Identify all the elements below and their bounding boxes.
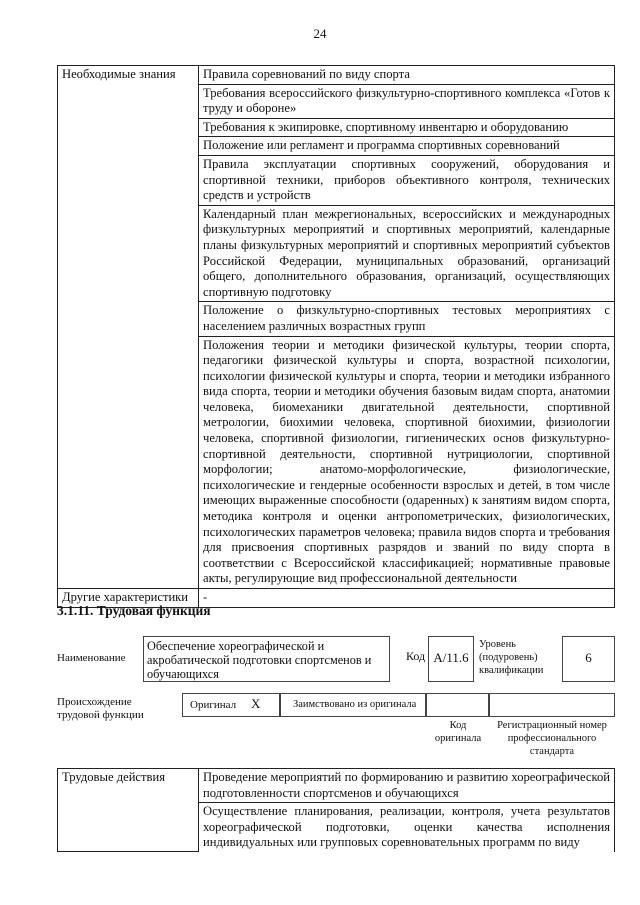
actions-label: Трудовые действия <box>58 769 199 852</box>
code-original-caption: Код оригинала <box>434 720 482 744</box>
original-label: Оригинал <box>190 699 237 711</box>
other-characteristics-value: - <box>199 589 615 608</box>
origin-label: Происхождение трудовой функции <box>57 696 144 721</box>
table-row <box>58 66 615 85</box>
borrowed-label: Заимствовано из оригинала <box>293 699 417 710</box>
level-label: Уровень (подуровень) квалификации <box>479 639 544 676</box>
knowledge-item: Требования к экипировке, спортивному инвентарю и оборудованию <box>199 118 615 137</box>
function-name-value: Обеспечение хореографической и акробатической подготовки спортсменов и обучающихся <box>143 636 390 682</box>
page-number: 24 <box>313 26 327 41</box>
code-label: Код <box>406 649 426 663</box>
reg-number-caption: Регистрационный номер профессионального стандарта <box>497 720 607 757</box>
knowledge-table <box>57 65 615 608</box>
other-characteristics-label: Другие характеристики <box>58 589 199 608</box>
level-value: 6 <box>562 636 615 682</box>
knowledge-item: Правила эксплуатации спортивных сооружений, оборудования и спортивной техники, приборов объективного контроля, технических средств и устройств <box>199 155 615 205</box>
knowledge-label: Необходимые знания <box>58 66 199 589</box>
knowledge-item: Положение или регламент и программа спортивных соревнований <box>199 137 615 156</box>
action-item: Проведение мероприятий по формированию и развитию хореографической подготовленности спортсменов и обучающихся <box>199 769 615 803</box>
knowledge-item: Правила соревнований по виду спорта <box>199 66 615 85</box>
reg-number-cell <box>489 693 615 717</box>
actions-table <box>57 768 615 852</box>
knowledge-item: Положение о физкультурно-спортивных тестовых мероприятиях с населением различных возрастных групп <box>199 302 615 336</box>
name-label: Наименование <box>57 652 126 664</box>
action-item: Осуществление планирования, реализации, контроля, учета результатов хореографической подготовки, оценки качества исполнения индивидуальных или групповых соревновательных программ по виду <box>199 803 615 852</box>
knowledge-item: Требования всероссийского физкультурно-спортивного комплекса «Готов к труду и обороне» <box>199 84 615 118</box>
original-mark: X <box>251 696 261 711</box>
code-original-cell <box>426 693 489 717</box>
table-row <box>58 769 615 803</box>
knowledge-item: Календарный план межрегиональных, всероссийских и международных физкультурных мероприятий и спортивных мероприятий, календарные планы физкультурных мероприятий и спортивных мероприятий субъектов Российской Федерации, муниципальных образований, организаций общего, дополнительного образования, организаций, осуществляющих спортивную подготовку <box>199 205 615 302</box>
section-title: 3.1.11. Трудовая функция <box>57 603 211 618</box>
code-value: A/11.6 <box>428 636 474 682</box>
knowledge-item: Положения теории и методики физической культуры, теории спорта, педагогики физической культуры и спорта, возрастной психологии, психологии физической культуры и спорта, теории и методики избранного вида спорта, теории и методики обучения базовым видам спорта, анатомии человека, биомеханики двигательной деятельности, спортивной метрологии, биохимии человека, спортивной биохимии, физиологии человека, спортивной физиологии, гигиенических основ физкультурно-спортивной деятельности, спортивной нутрициологии, спортивной морфологии; анатомо-морфологические, физиологические, психологические и гендерные особенности взрослых и детей, в том числе имеющих выраженные способности (одаренных) к занятиям видом спорта, методика контроля и оценки антропометрических, физиологических, психологических параметров человека; правила видов спорта и требования для присвоения спортивных разрядов и званий по виду спорта в соответствии с Всероссийской классификацией; нормативные правовые акты, регулирующие вид профессиональной деятельности <box>199 336 615 589</box>
